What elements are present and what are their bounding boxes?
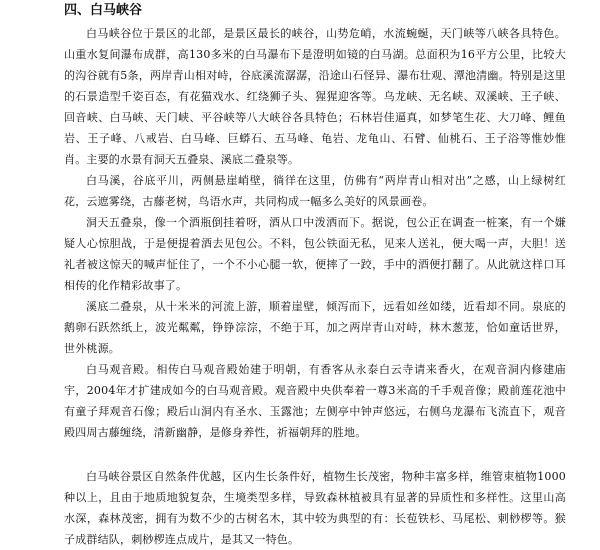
paragraph-guanyin-hall: 白马观音殿。相传白马观音殿始建于明朝，有香客从永泰白云寺请来香火，在观音洞内修建庙宇，2004年才扩建成如今的白马观音殿。观音殿中央供奉着一尊3米高的千手观音像；殿前莲花池中有童子拜观音石像；殿后山洞内有圣水、玉露池；左侧亭中钟声悠远，右侧乌龙瀑布飞流直下，观音殿四周古藤缠绕，清新幽静，是修身养性，祈福朝拜的胜地。 bbox=[64, 363, 566, 439]
paragraph-two-fold-spring: 溪底二叠泉，从十米米的河流上游，顺着崖壁，倾泻而下，远看如丝如缕，近看却不同。泉底的鹅卵石跃然纸上，波光粼粼，铮铮淙淙，不绝于耳，加之两岸青山对峙，林木葱茏，恰如童话世界，世外桃源。 bbox=[64, 300, 566, 355]
section-title: 四、白马峡谷 bbox=[64, 3, 143, 18]
paragraph-baima-stream: 白马溪，谷底平川，两侧悬崖峭壁，徜徉在这里，仿佛有“两岸青山相对出”之感，山上绿树红花，云遮雾绕，古藤老树，鸟语水声，共同构成一幅多么美好的风景画卷。 bbox=[64, 174, 566, 208]
paragraph-five-fold-spring: 洞天五叠泉，像一个酒瓶倒挂着呀，酒从口中泼洒而下。据说，包公正在调查一桩案，有一个嫌疑人心惊胆战，于是便提着酒去见包公。不料，包公铁面无私，见来人送礼，便大喝一声，大胆！送礼者被这惊天的喊声怔住了，一个不小心腿一软，便摔了一跤，手中的酒便打翻了。从此就这样口耳相传的化作精彩故事了。 bbox=[64, 216, 566, 292]
paragraph-gap bbox=[64, 443, 566, 466]
paragraph-natural-conditions: 白马峡谷景区自然条件优越，区内生长条件好，植物生长茂密，物种丰富多样，维管束植物1000种以上，且由于地质地貌复杂，生境类型多样，导致森林植被具有显著的异质性和多样性。这里山高水深，森林茂密，拥有为数不少的古树名木，其中较为典型的有：长苞铁杉、马尾松、刺桫椤等。猴子成群结队，刺桫椤连点成片，是其又一特色。 bbox=[64, 470, 566, 546]
paragraph-overview: 白马峡谷位于景区的北部，是景区最长的峡谷，山势危峭，水流蜿蜒，天门峡等八峡各具特色。山重水复间瀑布成群，高130多米的白马瀑布下是澄明如镜的白马湖。总面积为16平方公里，比较大的沟谷就有5条，两岸青山相对峙，谷底溪流潺潺，沿途山石怪异、瀑布壮观、潭池清幽。特别是这里的石景造型千姿百态，有花猫戏水、红绕狮子头、猩猩迎客等。乌龙峡、无名峡、双溪峡、王子峡、回音峡、白马峡、天门峡、平谷峡等八大峡谷各具特色；石林岩佳逼真，如梦笔生花、大刀峰、鲤鱼岩、王子峰、八戒岩、白马峰、巨蟒石、五马峰、龟岩、龙龟山、石臂、仙桃石、王子浴等惟妙惟肖。主要的水景有洞天五叠泉、溪底二叠泉等。 bbox=[64, 27, 566, 166]
